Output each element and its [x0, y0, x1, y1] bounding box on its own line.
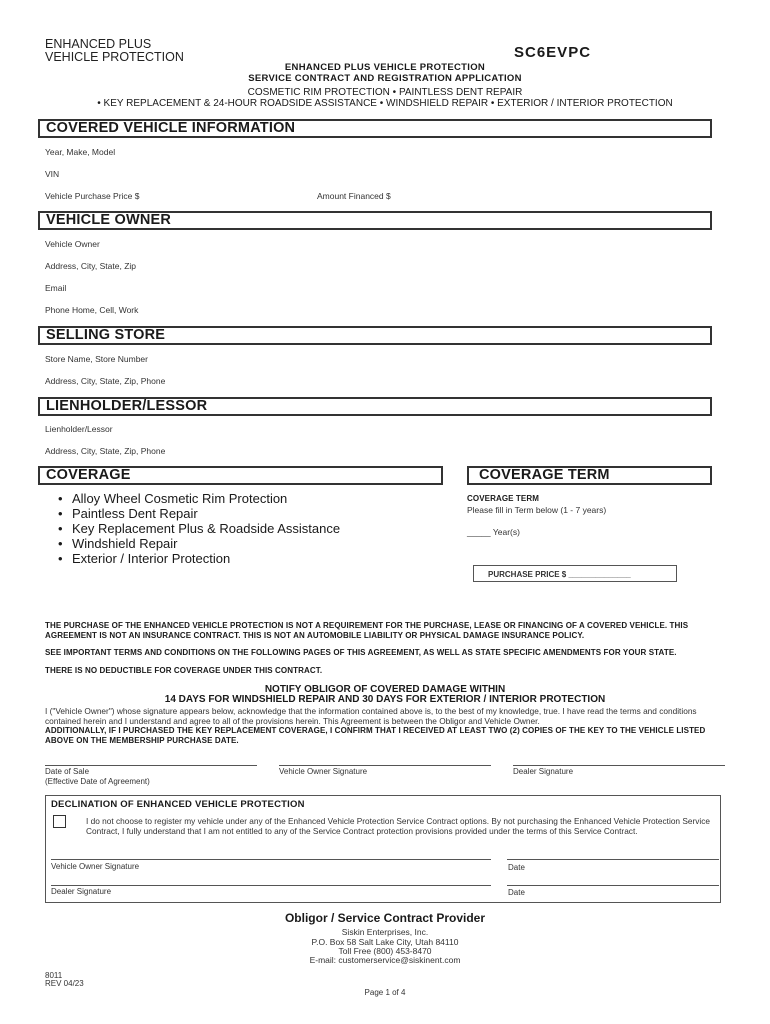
dealer-signature-line[interactable]: [513, 765, 725, 766]
owner-signature-line[interactable]: [279, 765, 491, 766]
decline-owner-signature-label: Vehicle Owner Signature: [51, 862, 140, 871]
obligor-email[interactable]: E-mail: customerservice@siskinent.com: [309, 955, 461, 965]
decline-date-label-1: Date: [508, 863, 525, 872]
brand-line-2: VEHICLE PROTECTION: [45, 50, 184, 64]
coverage-item: • Alloy Wheel Cosmetic Rim Protection: [58, 491, 340, 506]
revision-label: REV 04/23: [45, 979, 84, 988]
obligor-phone: Toll Free (800) 453-8470: [338, 946, 432, 956]
field-owner-phone[interactable]: Phone Home, Cell, Work: [45, 305, 139, 315]
field-vin[interactable]: VIN: [45, 169, 60, 179]
section-title: COVERED VEHICLE INFORMATION: [46, 120, 296, 136]
section-title: VEHICLE OWNER: [46, 212, 172, 228]
form-number: 8011: [45, 971, 63, 980]
notice-not-requirement: THE PURCHASE OF THE ENHANCED VEHICLE PROTECTION IS NOT A REQUIREMENT FOR THE PURCHASE, LEASE OR FINANCING OF A COVERED VEHICLE. THIS AGREEMENT IS NOT AN INSURANCE CONTRACT. THIS IS NOT AN AUTOMOBILE LIABILITY OR PHYSICAL DAMAGE INSURANCE POLICY.: [45, 621, 689, 640]
declination-title: DECLINATION OF ENHANCED VEHICLE PROTECTION: [51, 799, 305, 810]
field-owner-email[interactable]: Email: [45, 283, 67, 293]
decline-date-line-1[interactable]: [507, 859, 719, 860]
notice-terms: SEE IMPORTANT TERMS AND CONDITIONS ON THE FOLLOWING PAGES OF THIS AGREEMENT, AS WELL AS STATE SPECIFIC AMENDMENTS FOR YOUR STATE.: [45, 648, 677, 657]
notify-heading-1: NOTIFY OBLIGOR OF COVERED DAMAGE WITHIN: [264, 684, 506, 695]
coverage-list: [58, 491, 340, 566]
field-vehicle-owner[interactable]: Vehicle Owner: [45, 239, 100, 249]
decline-owner-signature-line[interactable]: [51, 859, 491, 860]
obligor-title: Obligor / Service Contract Provider: [284, 911, 486, 925]
section-lienholder: [38, 397, 712, 416]
decline-dealer-signature-label: Dealer Signature: [51, 887, 112, 896]
field-owner-address[interactable]: Address, City, State, Zip: [45, 261, 137, 271]
coverage-term-years-field[interactable]: _____ Year(s): [467, 527, 520, 537]
section-coverage: [38, 466, 443, 485]
page-number: Page 1 of 4: [364, 988, 406, 997]
coverage-item: • Key Replacement Plus & Roadside Assistance: [58, 521, 340, 536]
decline-checkbox[interactable]: [53, 815, 66, 828]
purchase-price-label: PURCHASE PRICE $ ______________: [488, 570, 631, 579]
section-title: SELLING STORE: [46, 327, 166, 343]
coverage-item: • Windshield Repair: [58, 536, 340, 551]
coverage-item: • Exterior / Interior Protection: [58, 551, 340, 566]
field-year-make-model[interactable]: Year, Make, Model: [45, 147, 116, 157]
header-products-1: COSMETIC RIM PROTECTION • PAINTLESS DENT REPAIR: [247, 87, 523, 98]
decline-date-line-2[interactable]: [507, 885, 719, 886]
key-confirmation-text: ADDITIONALLY, IF I PURCHASED THE KEY REPLACEMENT COVERAGE, I CONFIRM THAT I RECEIVED AT LEAST TWO (2) COPIES OF THE KEY TO THE VEHICLE LISTED ABOVE ON THE MEMBERSHIP PURCHASE DATE.: [45, 726, 706, 745]
acknowledgement-text: I ("Vehicle Owner") whose signature appears below, acknowledge that the information contained above is, to the best of my knowledge, true. I have read the terms and conditions contained herein and I understand and agree to all of the provisions herein. This Agreement is between the Obligor and Vehicle Owner.: [45, 706, 697, 726]
section-coverage-term: [467, 466, 712, 485]
owner-signature-label: Vehicle Owner Signature: [279, 767, 368, 776]
decline-dealer-signature-line[interactable]: [51, 885, 491, 886]
obligor-address: P.O. Box 58 Salt Lake City, Utah 84110: [311, 937, 459, 947]
coverage-term-label: COVERAGE TERM: [467, 494, 539, 503]
declination-text: I do not choose to register my vehicle under any of the Enhanced Vehicle Protection Service Contract options. By not purchasing the Enhanced Vehicle Protection Service Contract, I fully understand that I am not entitled to any of the Service Contract protection provisions provided under the terms of this Service Contract.: [86, 816, 711, 836]
section-selling-store: [38, 326, 712, 345]
brand-line-1: ENHANCED PLUS: [45, 37, 152, 51]
dealer-signature-label: Dealer Signature: [513, 767, 574, 776]
obligor-name: Siskin Enterprises, Inc.: [341, 927, 429, 937]
section-title: COVERAGE TERM: [479, 467, 610, 483]
declination-box: [45, 795, 721, 903]
decline-date-label-2: Date: [508, 888, 525, 897]
section-title: LIENHOLDER/LESSOR: [46, 398, 208, 414]
header-title: ENHANCED PLUS VEHICLE PROTECTION: [284, 62, 486, 73]
header-products-2: • KEY REPLACEMENT & 24-HOUR ROADSIDE ASSISTANCE • WINDSHIELD REPAIR • EXTERIOR / INTERIOR PROTECTION: [97, 98, 673, 109]
purchase-price-box[interactable]: [473, 565, 677, 582]
field-lienholder[interactable]: Lienholder/Lessor: [45, 424, 113, 434]
notify-heading-2: 14 DAYS FOR WINDSHIELD REPAIR AND 30 DAYS FOR EXTERIOR / INTERIOR PROTECTION: [164, 694, 606, 705]
section-vehicle-owner: [38, 211, 712, 230]
section-covered-vehicle: [38, 119, 712, 138]
field-store-name[interactable]: Store Name, Store Number: [45, 354, 148, 364]
field-store-address[interactable]: Address, City, State, Zip, Phone: [45, 376, 166, 386]
form-code: SC6EVPC: [514, 44, 592, 61]
date-of-sale-label: Date of Sale: [45, 767, 90, 776]
brand-logo-text: [45, 38, 184, 64]
field-purchase-price[interactable]: Vehicle Purchase Price $: [45, 191, 140, 201]
section-title: COVERAGE: [46, 467, 131, 483]
notice-deductible: THERE IS NO DEDUCTIBLE FOR COVERAGE UNDER THIS CONTRACT.: [45, 666, 323, 675]
header-subtitle: SERVICE CONTRACT AND REGISTRATION APPLICATION: [248, 73, 522, 84]
date-of-sale-line[interactable]: [45, 765, 257, 766]
coverage-item: • Paintless Dent Repair: [58, 506, 340, 521]
field-lienholder-address[interactable]: Address, City, State, Zip, Phone: [45, 446, 166, 456]
effective-date-label: (Effective Date of Agreement): [45, 777, 150, 786]
field-amount-financed[interactable]: Amount Financed $: [317, 191, 391, 201]
coverage-term-instruction: Please fill in Term below (1 - 7 years): [467, 505, 607, 515]
